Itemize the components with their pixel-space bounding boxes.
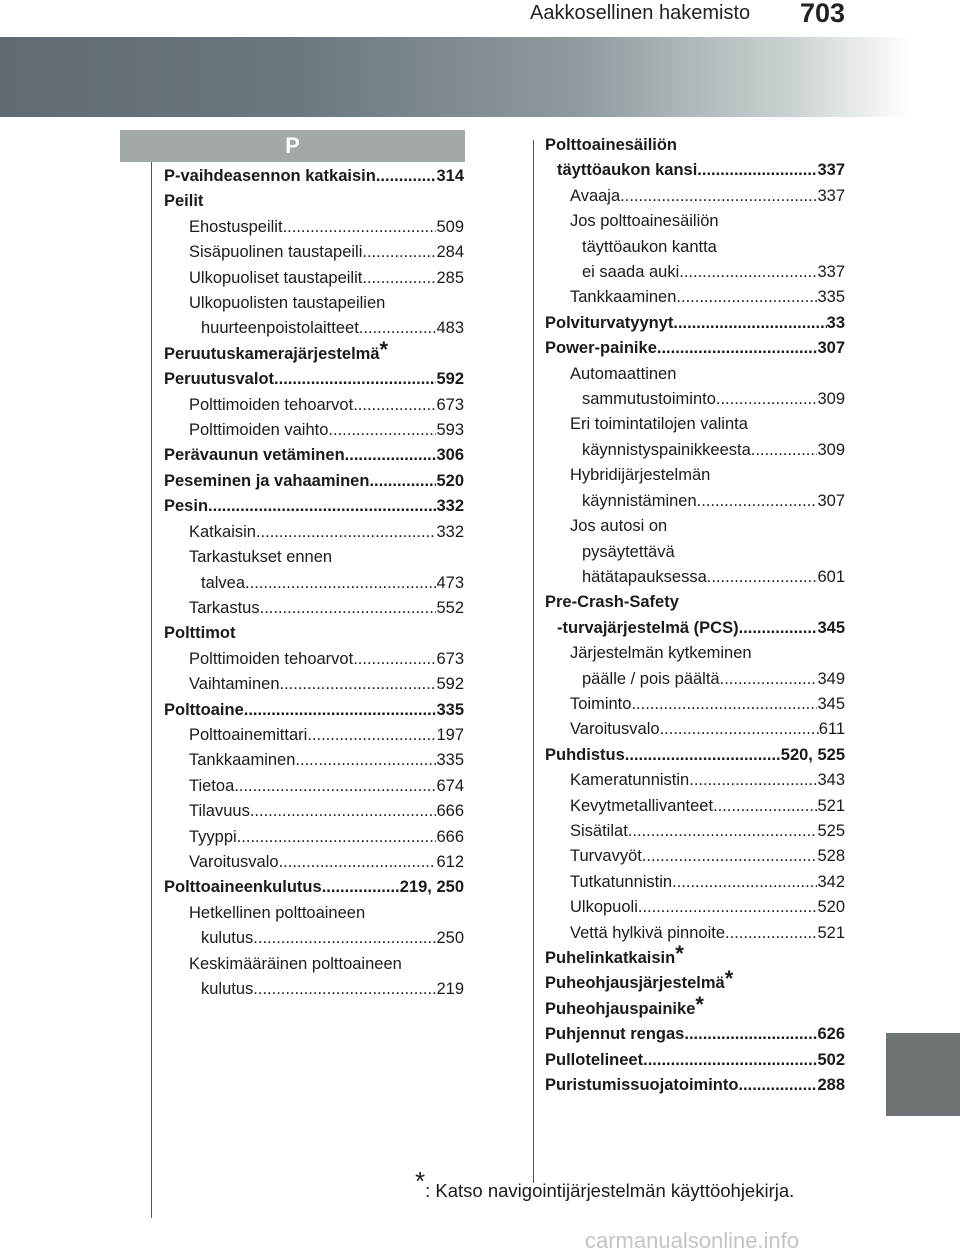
index-entry <box>545 819 845 844</box>
dot-leader <box>638 895 818 920</box>
index-entry-term: Puhelinkatkaisin <box>545 949 676 967</box>
index-entry <box>164 545 464 596</box>
index-entry-term: -turvajärjestelmä (PCS) <box>557 618 739 637</box>
index-entry-page: 593 <box>436 421 464 440</box>
dot-leader <box>359 316 437 341</box>
index-entry-line: Tarkastukset ennen <box>189 548 333 567</box>
index-entry-term: Kevytmetallivanteet <box>570 796 714 815</box>
index-entry <box>545 336 845 361</box>
index-entry <box>545 794 845 819</box>
index-entry-page: 473 <box>436 573 464 592</box>
index-entry <box>545 743 845 768</box>
page-header-title: Aakkosellinen hakemisto <box>530 2 751 24</box>
dot-leader <box>260 596 437 621</box>
index-entry <box>545 921 845 946</box>
index-entry-term: Puheohjausjärjestelmä <box>545 974 725 993</box>
chapter-thumb-tab <box>886 1033 960 1116</box>
index-entry-term: Puristumissuojatoiminto <box>545 1076 739 1095</box>
index-entry-page: 337 <box>817 186 845 205</box>
index-entry <box>545 895 845 920</box>
index-entry-line: Pre-Crash-Safety <box>545 593 679 612</box>
footnote-text: : Katso navigointijärjestelmän käyttöohjekirja. <box>425 1180 795 1201</box>
dot-leader <box>256 520 437 545</box>
page-number: 703 <box>800 0 846 28</box>
dot-leader <box>376 164 437 189</box>
index-column-left <box>164 164 464 1002</box>
dot-leader <box>631 692 817 717</box>
index-entry <box>545 590 845 641</box>
index-entry <box>164 850 464 875</box>
index-entry-term: P-vaihdeasennon katkaisin <box>164 167 376 185</box>
index-entry-term: Polttoainemittari <box>189 725 308 744</box>
index-entry <box>164 596 464 621</box>
index-entry-page: 307 <box>817 491 845 510</box>
index-entry-term: Kameratunnistin <box>570 771 690 790</box>
index-entry <box>164 520 464 545</box>
index-entry <box>545 311 845 336</box>
index-entry-page: 612 <box>436 852 464 871</box>
dot-leader <box>362 240 436 265</box>
index-entry: Peruutuskamerajärjestelmä * <box>164 342 464 367</box>
index-entry-term: sammutustoiminto <box>582 390 716 409</box>
dot-leader <box>673 311 826 336</box>
index-entry <box>164 825 464 850</box>
index-entry-term: Polviturvatyynyt <box>545 313 674 332</box>
index-entry <box>164 723 464 748</box>
index-entry <box>164 367 464 392</box>
dot-leader <box>725 921 817 946</box>
index-entry-term: kulutus <box>201 929 254 948</box>
index-entry-line: Eri toimintatilojen valinta <box>570 415 748 434</box>
index-entry <box>164 443 464 468</box>
dot-leader <box>208 494 436 519</box>
index-entry-line: Järjestelmän kytkeminen <box>570 644 752 663</box>
index-entry <box>545 285 845 310</box>
dot-leader <box>274 367 436 392</box>
index-entry <box>164 189 464 214</box>
dot-leader <box>234 774 436 799</box>
index-entry-term: Peilit <box>164 192 204 211</box>
index-entry-page: 307 <box>817 339 845 358</box>
index-entry: Puheohjauspainike * <box>545 997 845 1022</box>
footnote-asterisk: * <box>415 1165 426 1196</box>
index-entry-page: 335 <box>817 288 845 307</box>
index-entry <box>545 209 845 285</box>
dot-leader <box>642 844 818 869</box>
index-entry-page: 666 <box>436 802 464 821</box>
index-entry-page: 611 <box>818 720 845 739</box>
index-entry <box>545 362 845 413</box>
dot-leader <box>307 723 436 748</box>
index-entry <box>164 164 464 189</box>
index-entry-term: käynnistäminen <box>582 491 697 510</box>
dot-leader <box>353 393 436 418</box>
index-entry-page: 520 <box>817 898 845 917</box>
index-entry-page: 666 <box>436 827 464 846</box>
index-entry-term: Polttimoiden tehoarvot <box>189 395 354 414</box>
index-entry-line: Jos polttoainesäiliön <box>570 212 719 231</box>
index-entry-line: Automaattinen <box>570 364 677 383</box>
index-entry-term: Ehostuspeilit <box>189 217 283 236</box>
index-entry <box>164 240 464 265</box>
index-entry-term: Puhjennut rengas <box>545 1025 685 1044</box>
dot-leader <box>657 336 818 361</box>
dot-leader <box>245 571 436 596</box>
index-entry-term: Varoitusvalo <box>189 852 279 871</box>
dot-leader <box>369 469 436 494</box>
index-entry-term: talvea <box>201 573 246 592</box>
dot-leader <box>751 438 818 463</box>
dot-leader <box>707 565 818 590</box>
index-entry-page: 552 <box>436 598 464 617</box>
index-entry <box>545 1048 845 1073</box>
index-entry-term: Perävaunun vetäminen <box>164 446 345 465</box>
index-column-right <box>545 133 845 1098</box>
index-entry-term: Puheohjauspainike <box>545 999 696 1018</box>
index-entry <box>164 748 464 773</box>
dot-leader <box>283 215 437 240</box>
dot-leader <box>643 1048 817 1073</box>
dot-leader <box>250 799 437 824</box>
index-entry <box>164 698 464 723</box>
index-entry-page: 345 <box>817 618 845 637</box>
index-entry-page: 521 <box>817 923 845 942</box>
index-entry <box>545 1073 845 1098</box>
index-entry-term: Power-painike <box>545 339 657 358</box>
index-entry-page: 525 <box>817 821 845 840</box>
dot-leader <box>362 266 436 291</box>
index-entry-line: Jos autosi on <box>570 517 668 536</box>
dot-leader <box>237 825 437 850</box>
index-entry-term: Tilavuus <box>189 802 250 821</box>
index-entry-term: Tietoa <box>189 776 235 795</box>
index-entry <box>545 133 845 184</box>
index-entry <box>164 647 464 672</box>
index-entry-page: 332 <box>436 497 464 516</box>
index-entry-line: Keskimääräinen polttoaineen <box>189 954 402 973</box>
index-entry-page: 285 <box>436 268 464 287</box>
index-entry-term: Avaaja <box>570 186 621 205</box>
dot-leader <box>720 667 818 692</box>
index-entry-term: hätätapauksessa <box>582 567 707 586</box>
dot-leader <box>697 158 817 183</box>
index-entry <box>545 870 845 895</box>
index-entry-term: Puhdistus <box>545 745 625 764</box>
dot-leader <box>697 489 818 514</box>
index-entry-page: 197 <box>436 725 464 744</box>
index-entry-page: 335 <box>436 751 464 770</box>
dot-leader <box>279 850 437 875</box>
index-entry-page: 521 <box>817 796 845 815</box>
index-entry-term: Tutkatunnistin <box>570 872 673 891</box>
index-entry-line: täyttöaukon kantta <box>582 237 717 256</box>
index-entry-term: Pullotelineet <box>545 1050 644 1069</box>
index-entry-term: Vettä hylkivä pinnoite <box>570 923 726 942</box>
header-banner <box>0 37 960 117</box>
index-entry <box>545 768 845 793</box>
dot-leader <box>676 285 817 310</box>
index-entry-term: Polttoaine <box>164 700 244 719</box>
index-entry-page: 674 <box>436 776 464 795</box>
index-entry-page: 345 <box>817 694 845 713</box>
index-entry-page: 335 <box>436 700 464 719</box>
index-entry <box>545 514 845 590</box>
index-entry-page: 509 <box>436 217 464 236</box>
index-entry-line: Hybridijärjestelmän <box>570 466 711 485</box>
index-entry-term: Katkaisin <box>189 522 256 541</box>
index-entry-page: 309 <box>817 390 845 409</box>
index-entry-page: 309 <box>817 440 845 459</box>
index-entry-page: 343 <box>817 771 845 790</box>
index-entry-term: Tarkastus <box>189 598 260 617</box>
index-entry-term: Sisäpuolinen taustapeili <box>189 243 363 262</box>
index-entry-term: Peruutuskamerajärjestelmä <box>164 344 380 363</box>
dot-leader <box>620 184 817 209</box>
index-entry-page: 626 <box>817 1025 845 1044</box>
index-entry-page: 520 <box>436 471 464 490</box>
index-entry <box>164 393 464 418</box>
dot-leader <box>713 794 817 819</box>
dot-leader <box>253 977 436 1002</box>
dot-leader <box>322 875 400 900</box>
index-entry-page: 502 <box>817 1050 845 1069</box>
index-entry <box>164 266 464 291</box>
index-entry-page: 673 <box>436 649 464 668</box>
index-entry <box>164 799 464 824</box>
index-entry <box>545 1022 845 1047</box>
left-column-rule <box>151 162 152 1218</box>
index-entry-term: Tankkaaminen <box>570 288 677 307</box>
index-entry-term: ei saada auki <box>582 263 680 282</box>
index-entry-term: täyttöaukon kansi <box>557 161 698 180</box>
dot-leader <box>689 768 817 793</box>
index-entry-page: 601 <box>817 567 845 586</box>
index-entry <box>164 672 464 697</box>
index-entry-term: Tyyppi <box>189 827 237 846</box>
index-entry <box>164 774 464 799</box>
index-entry-page: 337 <box>817 161 845 180</box>
dot-leader <box>660 717 819 742</box>
index-entry-page: 592 <box>436 675 464 694</box>
index-entry-term: Peseminen ja vahaaminen <box>164 471 370 490</box>
index-entry <box>545 412 845 463</box>
index-entry-term: Ulkopuoliset taustapeilit <box>189 268 363 287</box>
watermark: carmanualsonline.info <box>585 1228 800 1253</box>
dot-leader <box>739 616 818 641</box>
index-entry-line: Polttoainesäiliön <box>545 136 678 154</box>
dot-leader <box>679 260 817 285</box>
index-entry-term: Tankkaaminen <box>189 751 296 770</box>
index-entry-term: Vaihtaminen <box>189 675 280 694</box>
index-entry-page: 288 <box>817 1076 845 1095</box>
index-entry-page: 520, 525 <box>780 745 845 764</box>
dot-leader <box>345 443 437 468</box>
index-entry-term: Peruutusvalot <box>164 370 275 389</box>
dot-leader <box>625 743 781 768</box>
index-entry <box>164 418 464 443</box>
dot-leader <box>253 926 436 951</box>
index-entry-term: Polttoaineenkulutus <box>164 878 322 897</box>
index-entry-term: Polttimoiden vaihto <box>189 421 329 440</box>
column-divider <box>533 140 534 1183</box>
index-entry-page: 332 <box>436 522 464 541</box>
index-entry <box>164 901 464 952</box>
index-entry-term: Polttimot <box>164 624 236 643</box>
index-entry-term: Ulkopuoli <box>570 898 638 917</box>
section-letter-heading: P <box>120 130 465 162</box>
index-entry <box>164 494 464 519</box>
dot-leader <box>684 1022 817 1047</box>
index-entry-line: pysäytettävä <box>582 542 675 561</box>
index-entry <box>164 875 464 900</box>
index-entry-term: käynnistyspainikkeesta <box>582 440 751 459</box>
index-entry <box>164 952 464 1003</box>
index-entry-page: 219, 250 <box>399 878 464 897</box>
index-entry-term: päälle / pois päältä <box>582 669 720 688</box>
dot-leader <box>672 870 817 895</box>
index-entry <box>545 692 845 717</box>
index-entry-page: 337 <box>817 263 845 282</box>
index-entry <box>545 463 845 514</box>
index-entry-page: 673 <box>436 395 464 414</box>
index-entry-term: Varoitusvalo <box>570 720 660 739</box>
index-entry-page: 592 <box>436 370 464 389</box>
index-entry-term: huurteenpoistolaitteet <box>201 319 359 338</box>
dot-leader <box>295 748 436 773</box>
index-entry-page: 342 <box>817 872 845 891</box>
index-entry-term: Toiminto <box>570 694 632 713</box>
footnote <box>415 1165 795 1202</box>
index-entry-term: Turvavyöt <box>570 847 642 866</box>
dot-leader <box>738 1073 817 1098</box>
index-entry-page: 528 <box>817 847 845 866</box>
index-entry <box>545 184 845 209</box>
index-entry: Puheohjausjärjestelmä * <box>545 971 845 996</box>
index-entry-line: Ulkopuolisten taustapeilien <box>189 294 386 313</box>
index-entry <box>164 621 464 646</box>
index-entry-page: 349 <box>817 669 845 688</box>
index-entry <box>164 469 464 494</box>
dot-leader <box>628 819 818 844</box>
index-entry <box>164 291 464 342</box>
index-entry-term: Pesin <box>164 497 209 516</box>
dot-leader <box>353 647 436 672</box>
dot-leader <box>280 672 437 697</box>
index-entry-page: 306 <box>436 446 464 465</box>
index-entry-term: kulutus <box>201 980 254 998</box>
dot-leader <box>328 418 436 443</box>
index-entry-page: 314 <box>436 167 464 185</box>
index-entry-page: 284 <box>436 243 464 262</box>
index-entry <box>545 717 845 742</box>
index-entry <box>545 844 845 869</box>
index-entry-page: 483 <box>436 319 464 338</box>
index-entry-term: Sisätilat <box>570 821 628 840</box>
dot-leader <box>244 698 437 723</box>
index-entry <box>545 641 845 692</box>
index-entry-term: Polttimoiden tehoarvot <box>189 649 354 668</box>
index-entry <box>164 215 464 240</box>
index-entry-line: Hetkellinen polttoaineen <box>189 903 366 922</box>
index-entry-page: 33 <box>826 313 845 332</box>
index-entry-page: 219 <box>436 980 464 998</box>
index-entry: Puhelinkatkaisin * <box>545 946 845 971</box>
dot-leader <box>716 387 818 412</box>
index-entry-page: 250 <box>436 929 464 948</box>
